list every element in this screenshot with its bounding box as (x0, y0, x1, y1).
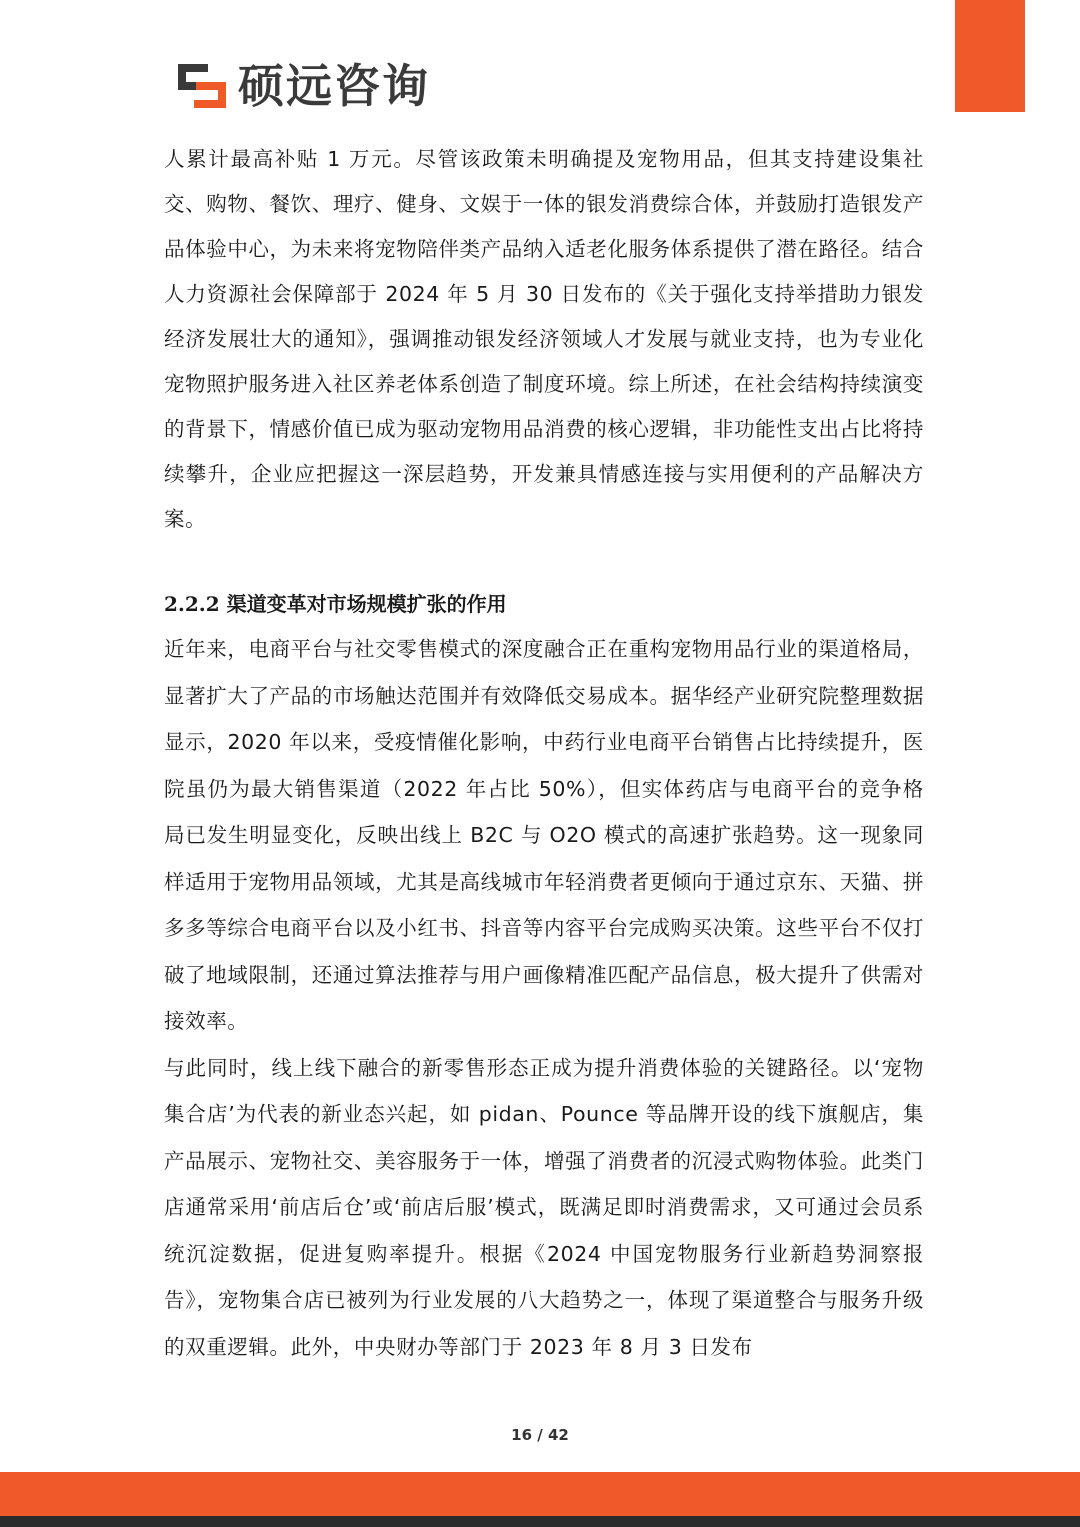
body-paragraph-1: 人累计最高补贴 1 万元。尽管该政策未明确提及宠物用品，但其支持建设集社交、购物、餐饮、理疗、健身、文娱于一体的银发消费综合体，并鼓励打造银发产品体验中心，为未来将宠物陪伴类产品纳入适老化服务体系提供了潜在路径。结合人力资源社会保障部于 2024 年 5 月 30 日发布的《关于强化支持举措助力银发经济发展壮大的通知》，强调推动银发经济领域人才发展与就业支持，也为专业化宠物照护服务进入社区养老体系创造了制度环境。综上所述，在社会结构持续演变的背景下，情感价值已成为驱动宠物用品消费的核心逻辑，非功能性支出占比将持续攀升，企业应把握这一深层趋势，开发兼具情感连接与实用便利的产品解决方案。 (164, 147, 924, 531)
body-paragraph-2: 近年来，电商平台与社交零售模式的深度融合正在重构宠物用品行业的渠道格局，显著扩大了产品的市场触达范围并有效降低交易成本。据华经产业研究院整理数据显示，2020 年以来，受疫情催化影响，中药行业电商平台销售占比持续提升，医院虽仍为最大销售渠道（2022 年占比 50%），但实体药店与电商平台的竞争格局已发生明显变化，反映出线上 B2C 与 O2O 模式的高速扩张趋势。这一现象同样适用于宠物用品领域，尤其是高线城市年轻消费者更倾向于通过京东、天猫、拼多多等综合电商平台以及小红书、抖音等内容平台完成购买决策。这些平台不仅打破了地域限制，还通过算法推荐与用户画像精准匹配产品信息，极大提升了供需对接效率。 (164, 637, 924, 1033)
brand-logo (176, 58, 430, 114)
corner-accent-block (955, 0, 1025, 112)
section-heading: 2.2.2 渠道变革对市场规模扩张的作用 (164, 592, 507, 616)
body-paragraph-3: 与此同时，线上线下融合的新零售形态正成为提升消费体验的关键路径。以‘宠物集合店’为代表的新业态兴起，如 pidan、Pounce 等品牌开设的线下旗舰店，集产品展示、宠物社交、美容服务于一体，增强了消费者的沉浸式购物体验。此类门店通常采用‘前店后仓’或‘前店后服’模式，既满足即时消费需求，又可通过会员系统沉淀数据，促进复购率提升。根据《2024 中国宠物服务行业新趋势洞察报告》，宠物集合店已被列为行业发展的八大趋势之一，体现了渠道整合与服务升级的双重逻辑。此外，中央财办等部门于 2023 年 8 月 3 日发布 (164, 1055, 924, 1359)
brand-name: 硕远咨询 (238, 59, 430, 113)
page-number: 16 / 42 (511, 1426, 569, 1444)
footer-accent-bar (0, 1472, 1080, 1516)
footer-dark-strip (0, 1516, 1080, 1527)
brand-logo-icon (176, 60, 230, 112)
page-content (164, 137, 924, 1370)
